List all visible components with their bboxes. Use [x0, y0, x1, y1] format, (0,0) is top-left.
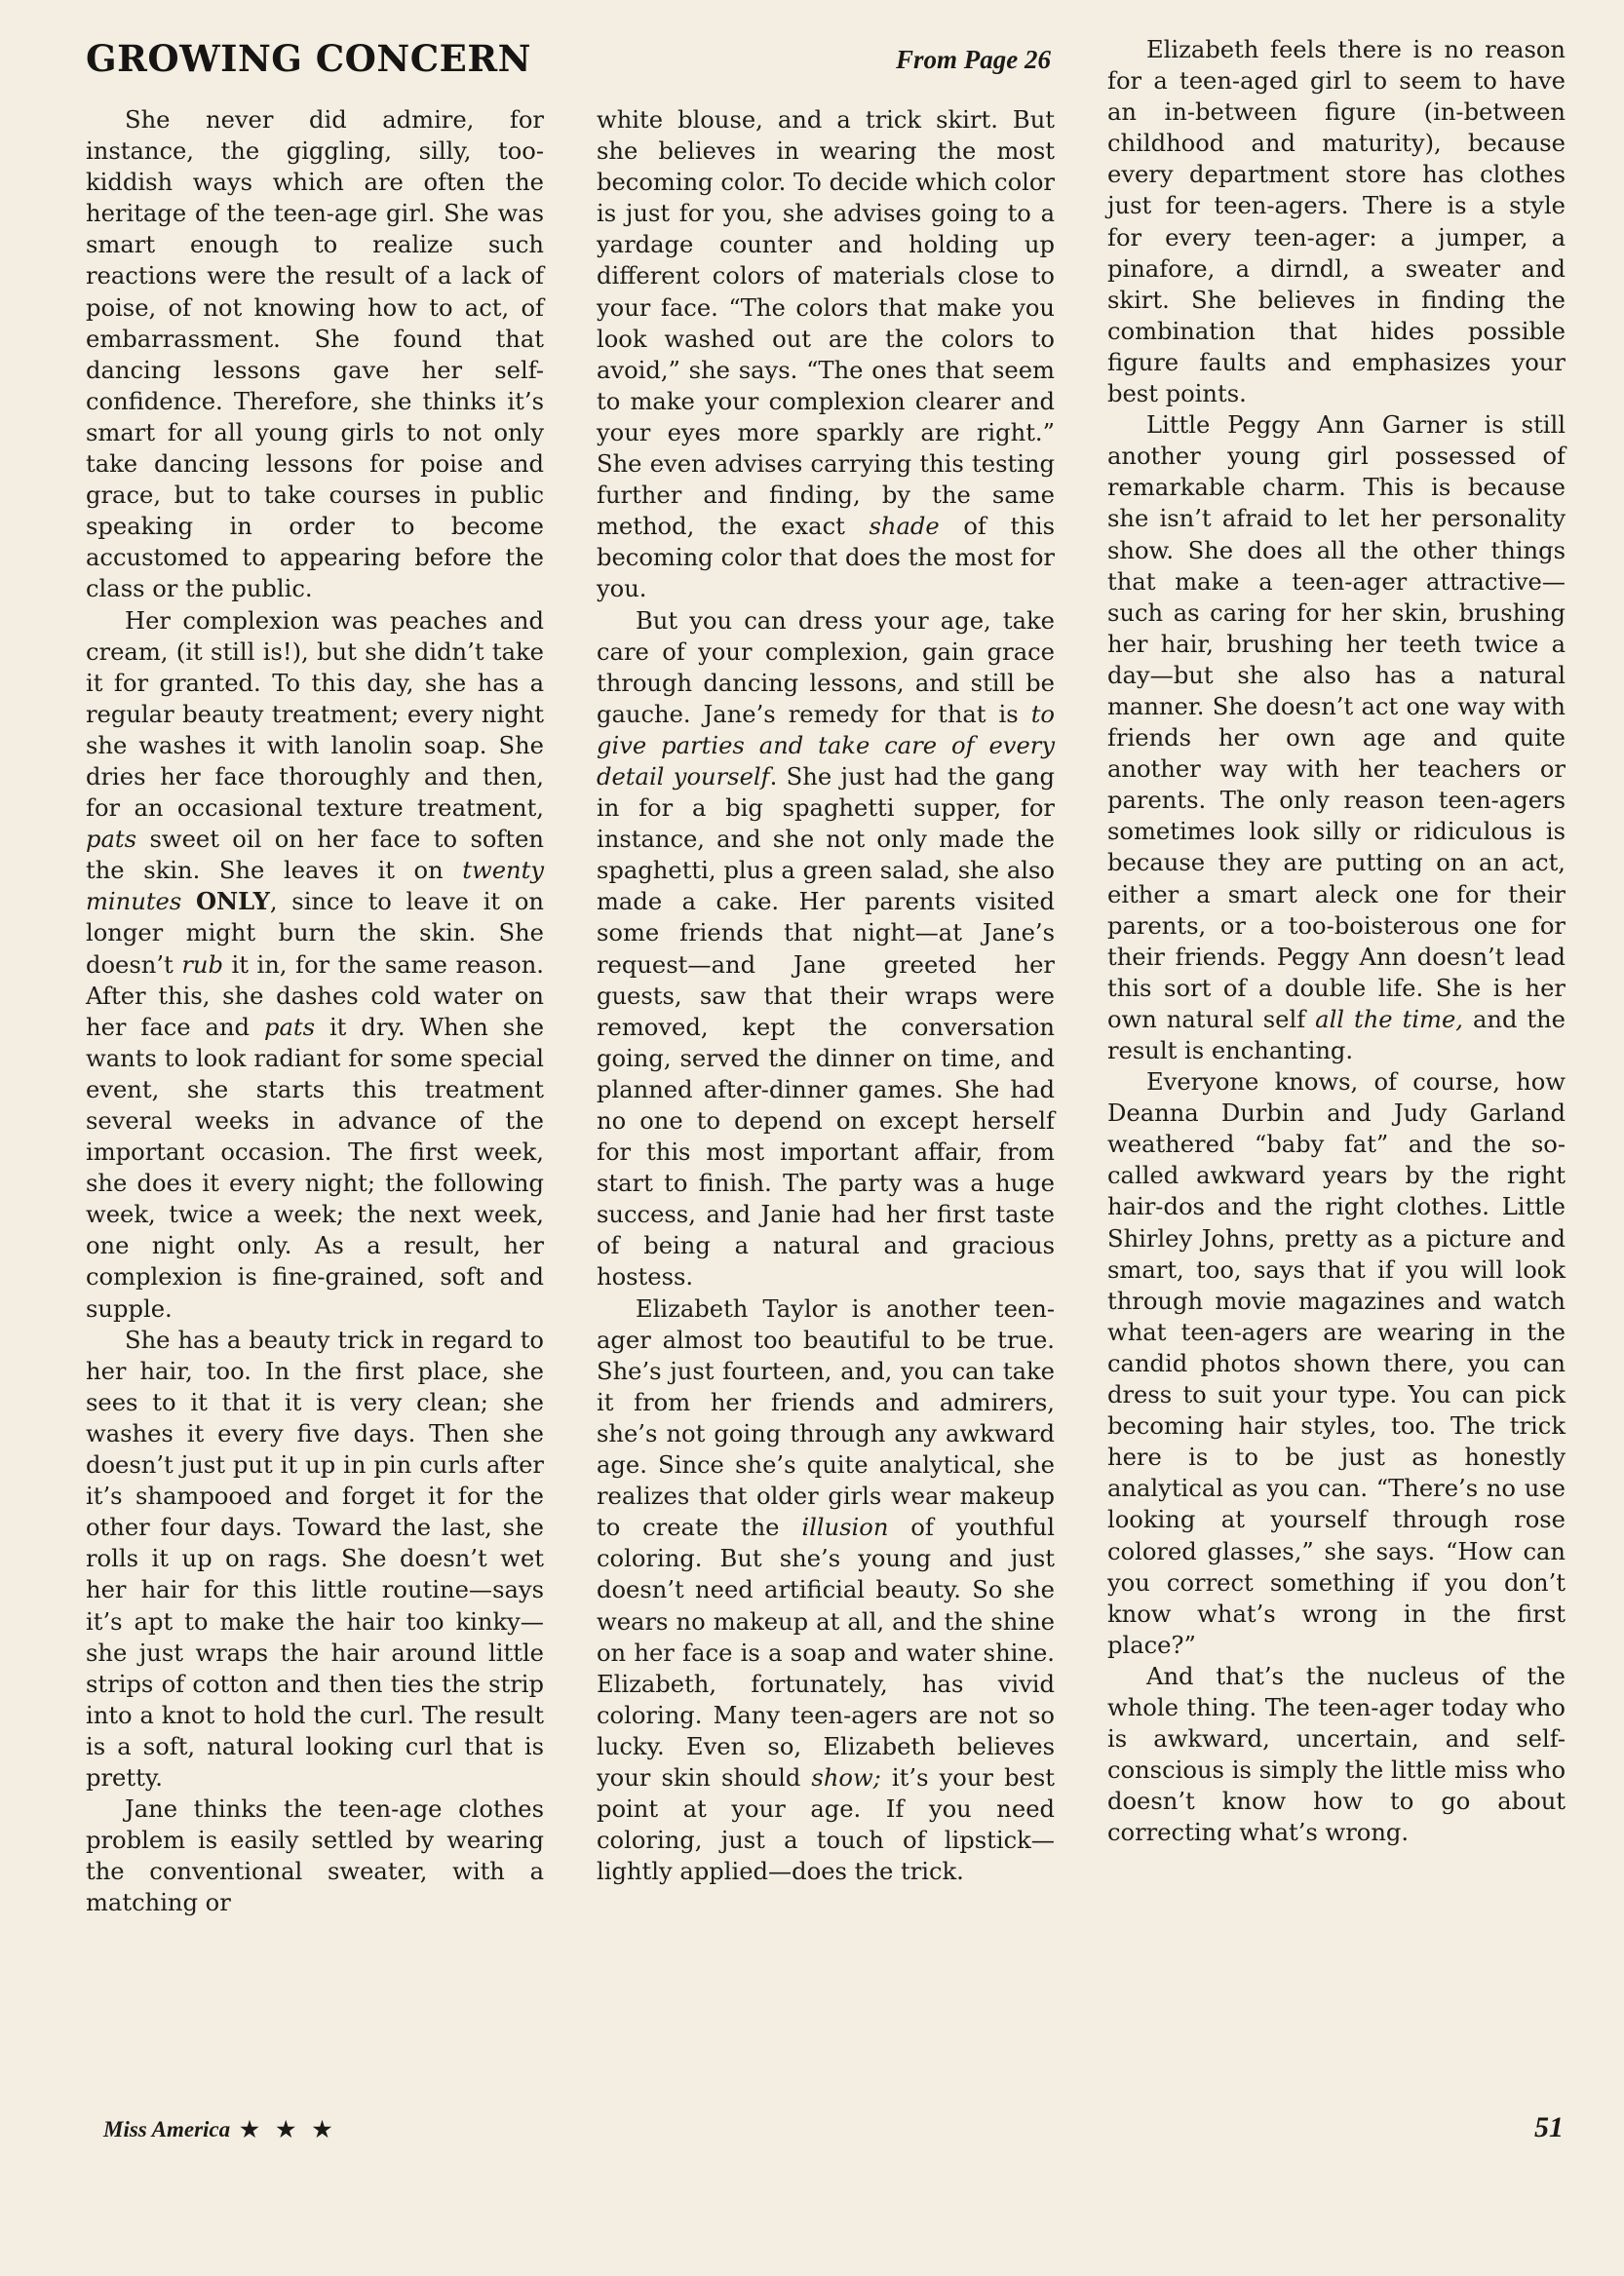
paragraph — [1107, 1661, 1566, 1849]
text-run: Her complexion was peaches and cream, (it still is!), but she didn’t take it for granted. To this day, she has a regular beauty treatment; every night she washes it with lanolin soap. She dries her face thoroughly and then, for an occasional texture treatment, — [86, 606, 544, 823]
italic-text: pats — [263, 1013, 316, 1041]
star-icons: ★ ★ ★ — [240, 2117, 338, 2141]
text-run: it dry. When she wants to look radiant for some special event, she starts this treatment several weeks in advance of the important occasion. The first week, she does it every night; the following week, twice a week; the next week, one night only. As a result, her complexion is fine-grained, soft and supple. — [86, 1013, 545, 1323]
text-run: of this becoming color that does the most for you. — [597, 513, 1055, 603]
italic-text: show; — [811, 1763, 881, 1792]
text-column-3 — [1107, 34, 1566, 1848]
text-column-2 — [597, 104, 1055, 1887]
text-run: Everyone knows, of course, how Deanna Durbin and Judy Garland weathered “baby fat” and the so-called awkward years by the right hair-dos and the right clothes. Little Shirley Johns, pretty as a picture and smart, too, says that if you will look through movie magazines and watch what teen-agers are wearing in the candid photos shown there, you can dress to suit your type. You can pick becoming hair styles, too. The trick here is to be just as honestly analytical as you can. “There’s no use looking at yourself through rose colored glasses,” she says. “How can you correct something if you don’t know what’s wrong in the first place?” — [1107, 1068, 1566, 1659]
italic-text: rub — [181, 950, 223, 979]
paragraph — [86, 1325, 544, 1794]
text-run: Elizabeth feels there is no reason for a teen-aged girl to seem to have an in-between figure (in-between childhood and maturity), because every department store has clothes just for teen-agers. There is a style for every teen-ager: a jumper, a pinafore, a dirndl, a sweater and skirt. She believes in finding the combination that hides possible figure faults and emphasizes your best points. — [1107, 36, 1566, 408]
italic-text: twenty minutes — [86, 857, 544, 916]
text-run: She never did admire, for instance, the giggling, silly, too-kiddish ways which are often the heritage of the teen-age girl. She was smart enough to realize such reactions were the result of a lack of poise, of not knowing how to act, of embarrassment. She found that dancing lessons gave her self-confidence. Therefore, she thinks it’s smart for all young girls to not only take dancing lessons for poise and grace, but to take courses in public speaking in order to become accustomed to appearing before the class or the public. — [86, 106, 544, 603]
text-run: it in, for the same reason. After this, she dashes cold water on her face and — [86, 950, 544, 1041]
footer-publication — [103, 2117, 337, 2142]
paragraph — [597, 104, 1055, 605]
text-run: She has a beauty trick in regard to her hair, too. In the first place, she sees to it that it is very clean; she washes it every five days. Then she doesn’t just put it up in pin curls after it’s shampooed and forget it for the other four days. Toward the last, she rolls it up on rags. She doesn’t wet her hair for this little routine—says it’s apt to make the hair too kinky—she just wraps the hair around little strips of cotton and then ties the strip into a knot to hold the curl. The result is a soft, natural looking curl that is pretty. — [86, 1326, 544, 1792]
text-run — [181, 888, 196, 915]
paragraph — [86, 605, 544, 1325]
text-run: sweet oil on her face to soften the skin. She leaves it on — [86, 826, 544, 885]
continued-from-label: From Page 26 — [896, 45, 1051, 74]
article-header — [86, 37, 1051, 86]
italic-text: pats — [86, 826, 137, 854]
text-run: . She just had the gang in for a big spaghetti supper, for instance, and she not only made the spaghetti, plus a green salad, she also made a cake. Her parents visited some friends that night—at Jane’s request—and Jane greeted her guests, saw that their wraps were removed, kept the conversation going, served the dinner on time, and planned after-dinner games. She had no one to depend on except herself for this most important affair, from start to finish. The party was a huge success, and Janie had her first taste of being a natural and gracious hostess. — [597, 762, 1055, 1292]
bold-text: ONLY — [195, 887, 270, 916]
page-number: 51 — [1534, 2111, 1564, 2143]
text-run: and the result is enchanting. — [1107, 1005, 1566, 1064]
text-run: Jane thinks the teen-age clothes problem is easily settled by wearing the conventional sweater, with a matching or — [86, 1795, 544, 1917]
text-run: white blouse, and a trick skirt. But she believes in wearing the most becoming color. To decide which color is just for you, she advises going to a yardage counter and holding up different colors of materials close to your face. “The colors that make you look washed out are the colors to avoid,” she says. “The ones that seem to make your complexion clearer and your eyes more sparkly are right.” She even advises carrying this testing further and finding, by the same method, the exact — [597, 106, 1055, 541]
text-run: it’s your best point at your age. If you need coloring, just a touch of lipstick—lightly applied—does the trick. — [597, 1763, 1055, 1886]
italic-text: to give parties and take care of every detail yourself — [597, 700, 1055, 791]
italic-text: shade — [869, 513, 940, 541]
text-run: of youthful coloring. But she’s young and just doesn’t need artificial beauty. So she wears no makeup at all, and the shine on her face is a soap and water shine. Elizabeth, fortunately, has vivid coloring. Many teen-agers are not so lucky. Even so, Elizabeth believes your skin should — [597, 1514, 1055, 1792]
text-run: , since to leave it on longer might burn the skin. She doesn’t — [86, 888, 544, 979]
paragraph — [597, 1293, 1055, 1888]
paragraph — [1107, 34, 1566, 409]
paragraph — [86, 1794, 544, 1918]
text-run: Little Peggy Ann Garner is still another young girl possessed of remarkable charm. This is because she isn’t afraid to let her personality show. She does all the other things that make a teen-ager attractive—such as caring for her skin, brushing her hair, brushing her teeth twice a day—but she also has a natural manner. She doesn’t act one way with friends her own age and quite another way with her teachers or parents. The only reason teen-agers sometimes look silly or ridiculous is because they are putting on an act, either a smart aleck one for their parents, or a too-boisterous one for their friends. Peggy Ann doesn’t lead this sort of a double life. She is her own natural self — [1107, 411, 1566, 1033]
article-title: GROWING CONCERN — [86, 37, 531, 80]
paragraph — [1107, 409, 1566, 1066]
text-column-1 — [86, 104, 544, 1918]
italic-text: all the time, — [1315, 1005, 1463, 1033]
text-run: And that’s the nucleus of the whole thing. The teen-ager today who is awkward, uncertain, and self-conscious is simply the little miss who doesn’t know how to go about correcting what’s wrong. — [1107, 1662, 1566, 1847]
paragraph — [86, 104, 544, 605]
text-run: Elizabeth Taylor is another teen-ager almost too beautiful to be true. She’s just fourteen, and, you can take it from her friends and admirers, she’s not going through any awkward age. Since she’s quite analytical, she realizes that older girls wear makeup to create the — [597, 1294, 1055, 1542]
publication-name: Miss America — [103, 2117, 231, 2141]
italic-text: illusion — [801, 1514, 889, 1542]
text-run: But you can dress your age, take care of your complexion, gain grace through dancing lessons, and still be gauche. Jane’s remedy for that is — [597, 606, 1055, 728]
paragraph — [1107, 1066, 1566, 1661]
paragraph — [597, 605, 1055, 1293]
